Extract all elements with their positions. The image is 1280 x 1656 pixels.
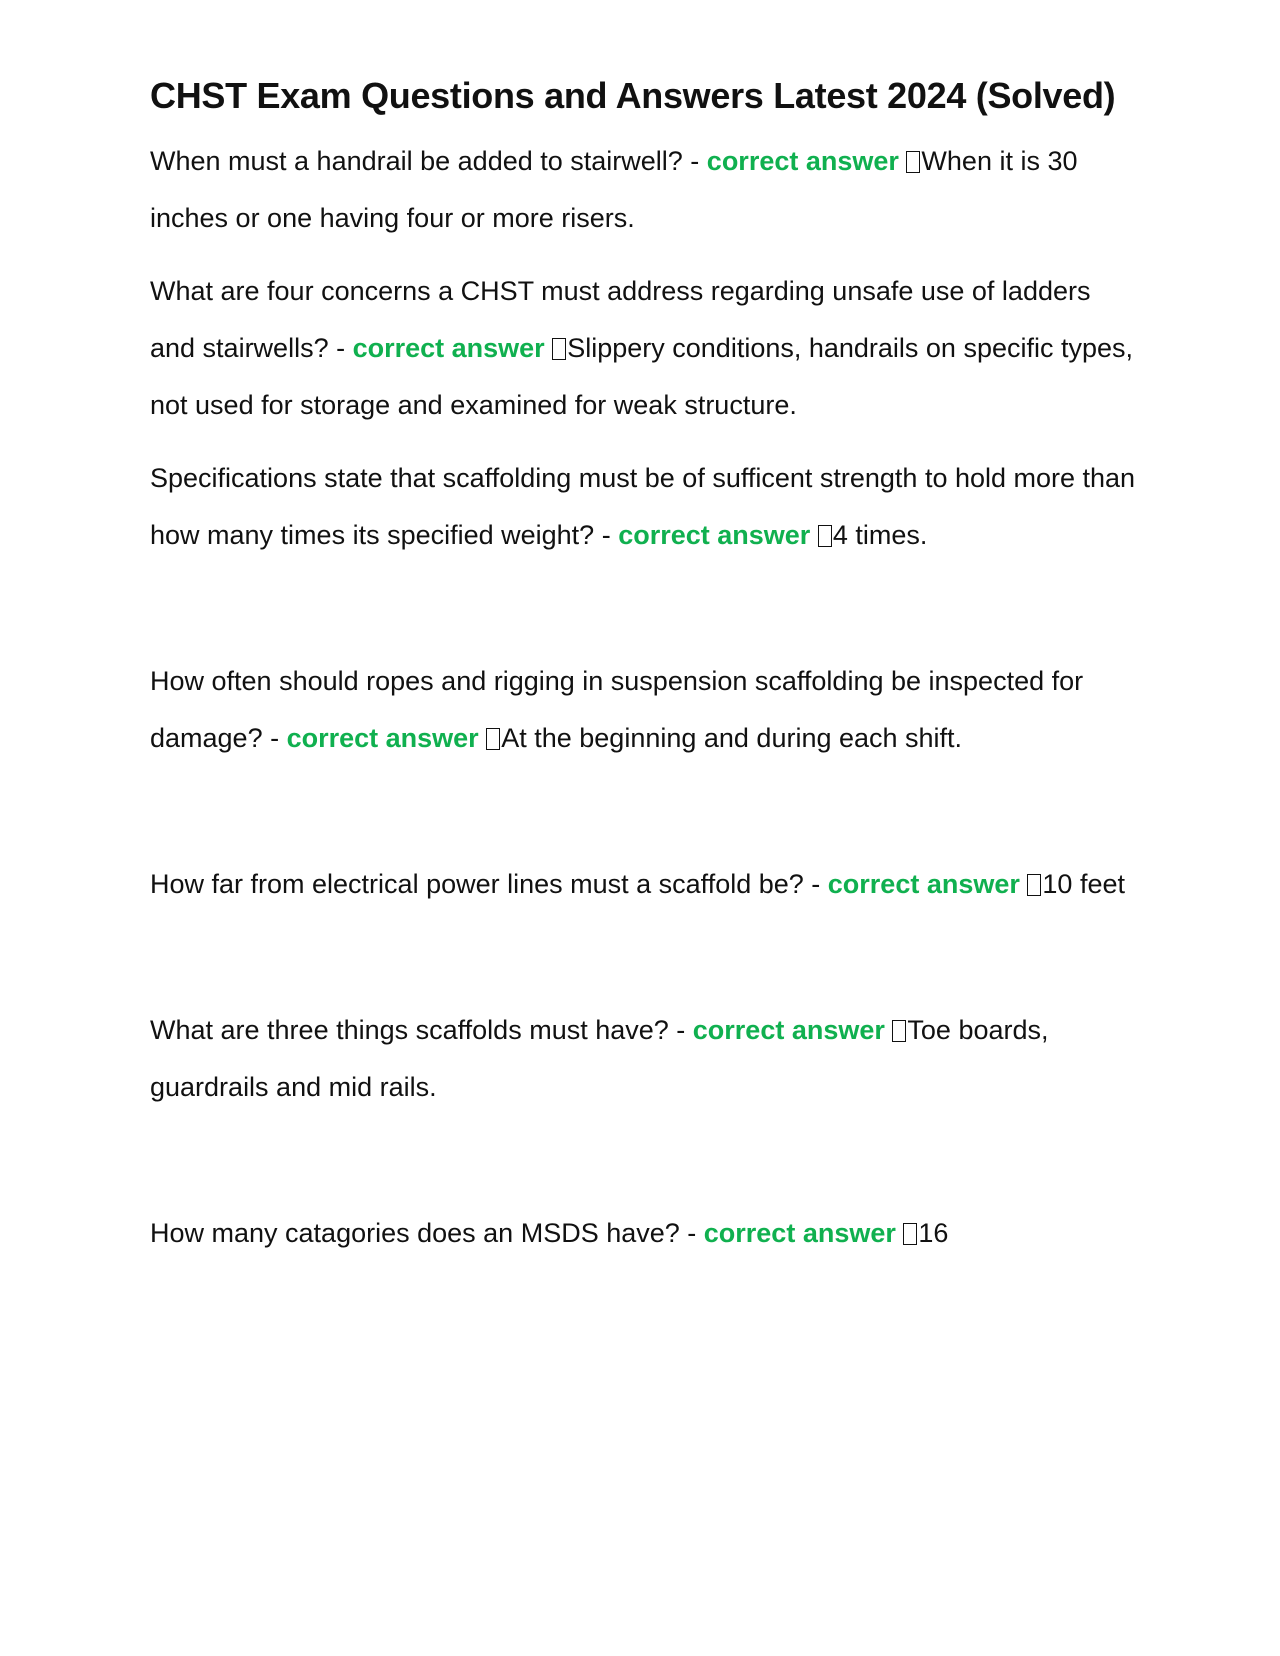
correct-answer-label: correct answer: [703, 1218, 896, 1249]
question-text: How many catagories does an MSDS have? -: [150, 1218, 704, 1249]
spacer: [150, 913, 1140, 1002]
correct-answer-label: correct answer: [618, 520, 811, 551]
qa-item: [150, 1002, 1140, 1116]
spacer: [150, 1116, 1140, 1205]
answer-text: Slippery conditions, handrails on specific types, not used for storage and examined for weak structure.: [150, 333, 1134, 421]
checkbox-glyph-icon: [903, 1223, 917, 1245]
qa-item: [150, 263, 1140, 434]
checkbox-glyph-icon: [892, 1020, 906, 1042]
question-text: How often should ropes and rigging in suspension scaffolding be inspected for damage? -: [150, 666, 1084, 754]
question-text: What are four concerns a CHST must address regarding unsafe use of ladders and stairwells? -: [150, 276, 1091, 364]
spacer: [150, 434, 1140, 450]
answer-text: When it is 30 inches or one having four or more risers.: [150, 146, 1078, 234]
qa-item: [150, 653, 1140, 767]
checkbox-glyph-icon: [818, 525, 832, 547]
checkbox-glyph-icon: [906, 151, 920, 173]
answer-text: 10 feet: [1042, 869, 1125, 900]
answer-text: 16: [918, 1218, 949, 1249]
spacer: [150, 767, 1140, 856]
checkbox-glyph-icon: [486, 728, 500, 750]
qa-item: [150, 450, 1140, 564]
checkbox-glyph-icon: [552, 338, 566, 360]
answer-text: Toe boards, guardrails and mid rails.: [150, 1015, 1049, 1103]
spacer: [150, 247, 1140, 263]
qa-item: [150, 133, 1140, 247]
question-text: When must a handrail be added to stairwell? -: [150, 146, 707, 177]
answer-text: At the beginning and during each shift.: [501, 723, 963, 754]
correct-answer-label: correct answer: [692, 1015, 885, 1046]
qa-item: [150, 1205, 1140, 1262]
spacer: [150, 564, 1140, 653]
document-title: CHST Exam Questions and Answers Latest 2024 (Solved): [150, 75, 1116, 116]
question-text: How far from electrical power lines must a scaffold be? -: [150, 869, 828, 900]
correct-answer-label: correct answer: [286, 723, 479, 754]
checkbox-glyph-icon: [1027, 874, 1041, 896]
question-text: What are three things scaffolds must have? -: [150, 1015, 693, 1046]
document-page: [150, 74, 1140, 1262]
answer-text: 4 times.: [832, 520, 928, 551]
correct-answer-label: correct answer: [352, 333, 545, 364]
correct-answer-label: correct answer: [706, 146, 899, 177]
qa-item: [150, 856, 1140, 913]
correct-answer-label: correct answer: [827, 869, 1020, 900]
question-text: Specifications state that scaffolding must be of sufficent strength to hold more than how many times its specified weight? -: [150, 463, 1136, 551]
